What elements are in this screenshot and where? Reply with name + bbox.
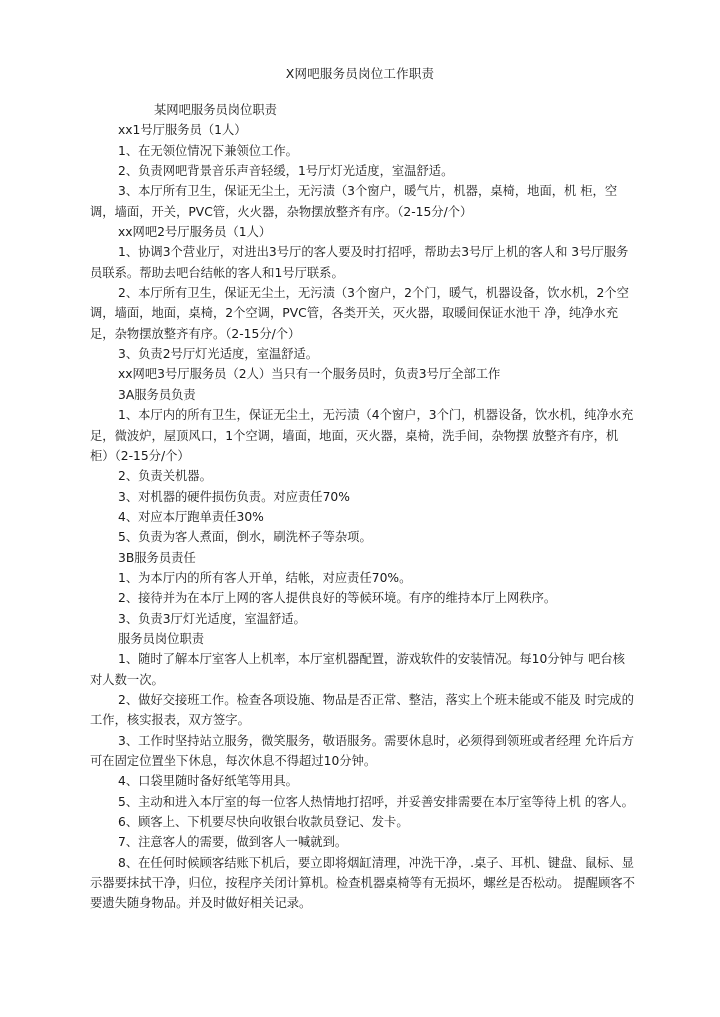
paragraph: 6、顾客上、下机要尽快向收银台收款员登记、发卡。: [118, 815, 409, 830]
paragraph: 2、本厅所有卫生，保证无尘土，无污渍（3个窗户，2个门，暖气，机器设备，饮水机，2个空调，墙面，地面，桌椅，2个空调，PVC管，各类开关，灭火器，取暖间保证水池干 净，纯净水充足，杂物摆放整齐有序。（2-15分/个）: [90, 286, 629, 341]
paragraph: 3、负责2号厅灯光适度，室温舒适。: [118, 347, 319, 362]
paragraph: 4、口袋里随时备好纸笔等用具。: [118, 774, 298, 789]
paragraph: 3、工作时坚持站立服务，微笑服务，敬语服务。需要休息时，必须得到领班或者经理 允许后方可在固定位置坐下休息，每次休息不得超过10分钟。: [90, 733, 634, 768]
paragraph: 3A服务员负责: [118, 387, 196, 402]
paragraph: xx1号厅服务员（1人）: [118, 123, 247, 138]
paragraph: 2、接待并为在本厅上网的客人提供良好的等候环境。有序的维持本厅上网秩序。: [118, 591, 557, 606]
paragraph: 1、本厅内的所有卫生，保证无尘土，无污渍（4个窗户，3个门，机器设备，饮水机，纯净水充足，微波炉，屋顶风口，1个空调，墙面，地面，灭火器，桌椅，洗手间，杂物摆 放整齐有序，机柜）（2-15分/个）: [90, 408, 634, 463]
document-body: [90, 100, 635, 914]
paragraph: 1、为本厅内的所有客人开单，结帐，对应责任70%。: [118, 570, 412, 585]
paragraph: 4、对应本厅跑单责任30%: [118, 509, 264, 524]
paragraph: 5、主动和进入本厅室的每一位客人热情地打招呼，并妥善安排需要在本厅室等待上机 的客人。: [118, 794, 634, 809]
paragraph: 2、做好交接班工作。检查各项设施、物品是否正常、整洁，落实上个班未能或不能及 时完成的工作，核实报表，双方签字。: [90, 692, 634, 728]
paragraph: 3、本厅所有卫生，保证无尘土，无污渍（3个窗户，暖气片，机器，桌椅，地面，机 柜，空调，墙面，开关，PVC管，火火器，杂物摆放整齐有序。（2-15分/个）: [90, 184, 618, 219]
paragraph: 3、对机器的硬件损伤负责。对应责任70%: [118, 489, 350, 504]
paragraph: 1、随时了解本厅室客人上机率，本厅室机器配置，游戏软件的安装情况。每10分钟与 吧台核对人数一次。: [90, 652, 625, 687]
paragraph: 某网吧服务员岗位职责: [154, 103, 277, 117]
paragraph: 7、注意客人的需要，做到客人一喊就到。: [118, 835, 348, 850]
paragraph: 1、协调3个营业厅，对进出3号厅的客人要及时打招呼，帮助去3号厅上机的客人和 3号厅服务员联系。帮助去吧台结帐的客人和1号厅联系。: [90, 245, 629, 280]
paragraph: 8、在任何时候顾客结账下机后，要立即将烟缸清理，冲洗干净，.桌子、耳机、键盘、鼠标、显示器要抹拭干净，归位，按程序关闭计算机。检查机器桌椅等有无损坏，螺丝是否松动。 提醒顾客不要遗失随身物品。并及时做好相关记录。: [90, 855, 635, 911]
paragraph: xx网吧3号厅服务员（2人）当只有一个服务员时，负责3号厅全部工作: [118, 367, 501, 382]
paragraph: 5、负责为客人煮面，倒水，刷洗杯子等杂项。: [118, 530, 372, 545]
paragraph: 3、负责3厅灯光适度，室温舒适。: [118, 611, 306, 626]
paragraph: 服务员岗位职责: [118, 631, 205, 646]
paragraph: 2、负责网吧背景音乐声音轻缓，1号厅灯光适度，室温舒适。: [118, 164, 454, 179]
paragraph: xx网吧2号厅服务员（1人）: [118, 225, 272, 240]
paragraph: 3B服务员责任: [118, 550, 196, 565]
paragraph: 1、在无领位情况下兼领位工作。: [118, 143, 298, 158]
document-title: X网吧服务员岗位工作职责: [285, 66, 435, 81]
paragraph: 2、负责关机器。: [118, 469, 212, 484]
